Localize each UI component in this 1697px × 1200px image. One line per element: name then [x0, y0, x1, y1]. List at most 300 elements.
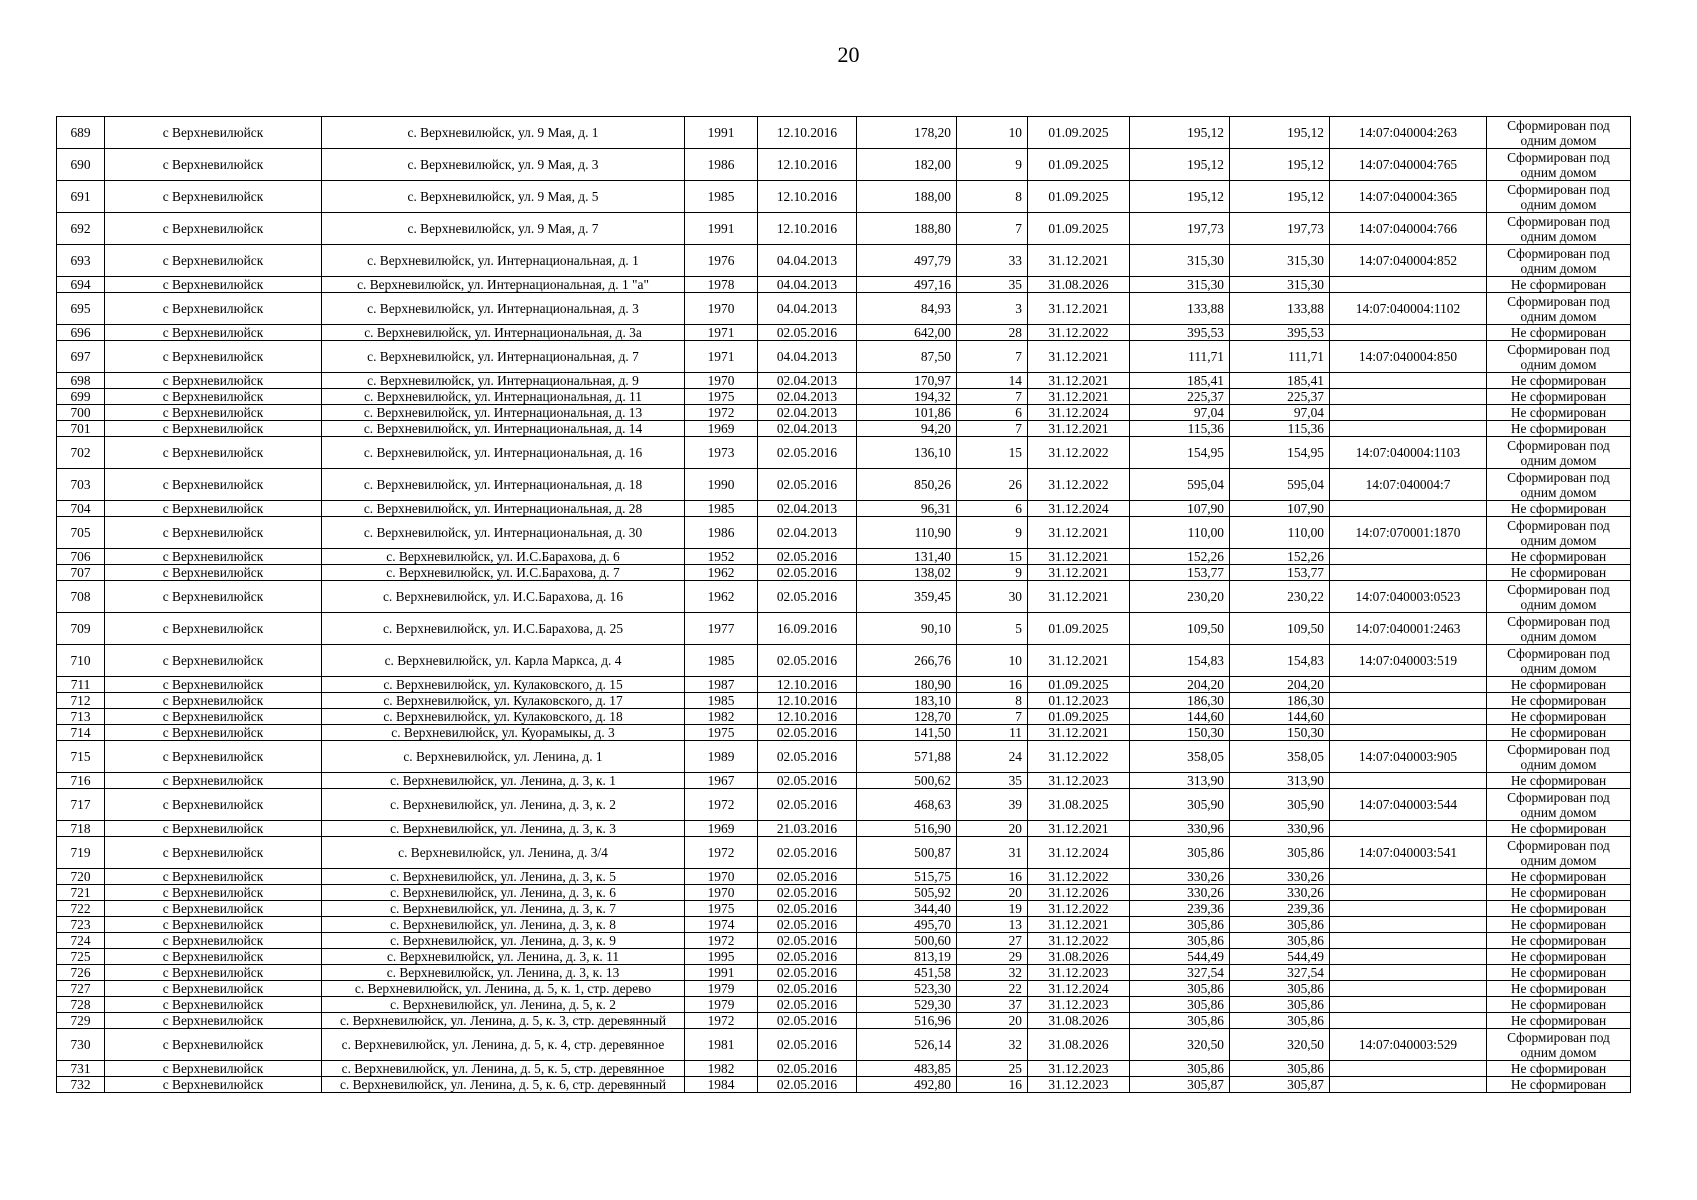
year-built-cell: 1982 [685, 1061, 758, 1077]
row-number-cell: 713 [57, 709, 105, 725]
year-built-cell: 1970 [685, 869, 758, 885]
value-2-cell: 110,00 [1230, 517, 1330, 549]
table-row [57, 645, 1631, 677]
cadastral-number-cell: 14:07:040004:365 [1330, 181, 1487, 213]
locality-cell: с Верхневилюйск [105, 837, 322, 869]
table-row [57, 1029, 1631, 1061]
inclusion-date-cell: 02.05.2016 [758, 917, 857, 933]
row-number-cell: 726 [57, 965, 105, 981]
cadastral-number-cell [1330, 677, 1487, 693]
land-status-cell: Сформирован под одним домом [1487, 741, 1631, 773]
value-2-cell: 305,86 [1230, 1013, 1330, 1029]
year-built-cell: 1973 [685, 437, 758, 469]
value-2-cell: 395,53 [1230, 325, 1330, 341]
land-status-cell: Не сформирован [1487, 997, 1631, 1013]
year-built-cell: 1978 [685, 277, 758, 293]
year-built-cell: 1975 [685, 389, 758, 405]
deadline-cell: 01.09.2025 [1028, 181, 1130, 213]
year-built-cell: 1970 [685, 885, 758, 901]
table-row [57, 213, 1631, 245]
address-cell: с. Верхневилюйск, ул. И.С.Барахова, д. 6 [322, 549, 685, 565]
address-cell: с. Верхневилюйск, ул. Ленина, д. 3, к. 5 [322, 869, 685, 885]
cadastral-number-cell [1330, 869, 1487, 885]
inclusion-date-cell: 21.03.2016 [758, 821, 857, 837]
deadline-cell: 31.08.2026 [1028, 949, 1130, 965]
cadastral-number-cell: 14:07:040004:850 [1330, 341, 1487, 373]
year-built-cell: 1952 [685, 549, 758, 565]
area-cell: 141,50 [857, 725, 957, 741]
value-1-cell: 109,50 [1130, 613, 1230, 645]
table-row [57, 997, 1631, 1013]
locality-cell: с Верхневилюйск [105, 965, 322, 981]
table-row [57, 293, 1631, 325]
address-cell: с. Верхневилюйск, ул. Ленина, д. 3, к. 11 [322, 949, 685, 965]
year-built-cell: 1970 [685, 293, 758, 325]
year-built-cell: 1971 [685, 325, 758, 341]
area-cell: 515,75 [857, 869, 957, 885]
inclusion-date-cell: 02.05.2016 [758, 837, 857, 869]
locality-cell: с Верхневилюйск [105, 1077, 322, 1093]
value-1-cell: 330,26 [1130, 869, 1230, 885]
count-cell: 14 [957, 373, 1028, 389]
value-1-cell: 133,88 [1130, 293, 1230, 325]
year-built-cell: 1972 [685, 405, 758, 421]
deadline-cell: 31.12.2021 [1028, 581, 1130, 613]
area-cell: 451,58 [857, 965, 957, 981]
inclusion-date-cell: 02.05.2016 [758, 789, 857, 821]
cadastral-number-cell [1330, 885, 1487, 901]
table-row [57, 245, 1631, 277]
inclusion-date-cell: 02.05.2016 [758, 565, 857, 581]
year-built-cell: 1991 [685, 965, 758, 981]
locality-cell: с Верхневилюйск [105, 581, 322, 613]
land-status-cell: Сформирован под одним домом [1487, 117, 1631, 149]
address-cell: с. Верхневилюйск, ул. И.С.Барахова, д. 25 [322, 613, 685, 645]
inclusion-date-cell: 02.05.2016 [758, 437, 857, 469]
inclusion-date-cell: 02.04.2013 [758, 517, 857, 549]
value-2-cell: 154,83 [1230, 645, 1330, 677]
inclusion-date-cell: 02.05.2016 [758, 981, 857, 997]
count-cell: 20 [957, 821, 1028, 837]
count-cell: 7 [957, 421, 1028, 437]
year-built-cell: 1982 [685, 709, 758, 725]
cadastral-number-cell [1330, 565, 1487, 581]
table-row [57, 581, 1631, 613]
inclusion-date-cell: 12.10.2016 [758, 677, 857, 693]
cadastral-number-cell [1330, 965, 1487, 981]
count-cell: 16 [957, 677, 1028, 693]
land-status-cell: Не сформирован [1487, 901, 1631, 917]
value-1-cell: 305,86 [1130, 997, 1230, 1013]
value-1-cell: 111,71 [1130, 341, 1230, 373]
year-built-cell: 1987 [685, 677, 758, 693]
deadline-cell: 31.08.2026 [1028, 277, 1130, 293]
locality-cell: с Верхневилюйск [105, 613, 322, 645]
year-built-cell: 1967 [685, 773, 758, 789]
value-1-cell: 239,36 [1130, 901, 1230, 917]
land-status-cell: Не сформирован [1487, 885, 1631, 901]
address-cell: с. Верхневилюйск, ул. 9 Мая, д. 1 [322, 117, 685, 149]
locality-cell: с Верхневилюйск [105, 373, 322, 389]
inclusion-date-cell: 12.10.2016 [758, 117, 857, 149]
cadastral-number-cell: 14:07:040004:765 [1330, 149, 1487, 181]
area-cell: 94,20 [857, 421, 957, 437]
value-1-cell: 154,83 [1130, 645, 1230, 677]
count-cell: 35 [957, 277, 1028, 293]
area-cell: 136,10 [857, 437, 957, 469]
land-status-cell: Не сформирован [1487, 1077, 1631, 1093]
value-1-cell: 595,04 [1130, 469, 1230, 501]
locality-cell: с Верхневилюйск [105, 741, 322, 773]
locality-cell: с Верхневилюйск [105, 693, 322, 709]
table-row [57, 437, 1631, 469]
deadline-cell: 31.12.2022 [1028, 869, 1130, 885]
count-cell: 27 [957, 933, 1028, 949]
locality-cell: с Верхневилюйск [105, 933, 322, 949]
area-cell: 183,10 [857, 693, 957, 709]
cadastral-number-cell: 14:07:040003:519 [1330, 645, 1487, 677]
land-status-cell: Не сформирован [1487, 821, 1631, 837]
locality-cell: с Верхневилюйск [105, 645, 322, 677]
address-cell: с. Верхневилюйск, ул. 9 Мая, д. 7 [322, 213, 685, 245]
count-cell: 6 [957, 405, 1028, 421]
value-2-cell: 107,90 [1230, 501, 1330, 517]
housing-registry-table [56, 116, 1631, 1093]
count-cell: 16 [957, 1077, 1028, 1093]
locality-cell: с Верхневилюйск [105, 677, 322, 693]
locality-cell: с Верхневилюйск [105, 293, 322, 325]
value-2-cell: 152,26 [1230, 549, 1330, 565]
deadline-cell: 31.12.2024 [1028, 501, 1130, 517]
count-cell: 6 [957, 501, 1028, 517]
address-cell: с. Верхневилюйск, ул. Ленина, д. 5, к. 4, стр. деревянное [322, 1029, 685, 1061]
land-status-cell: Сформирован под одним домом [1487, 645, 1631, 677]
count-cell: 7 [957, 213, 1028, 245]
row-number-cell: 708 [57, 581, 105, 613]
area-cell: 483,85 [857, 1061, 957, 1077]
area-cell: 497,79 [857, 245, 957, 277]
value-1-cell: 358,05 [1130, 741, 1230, 773]
value-1-cell: 330,26 [1130, 885, 1230, 901]
land-status-cell: Не сформирован [1487, 677, 1631, 693]
land-status-cell: Не сформирован [1487, 421, 1631, 437]
row-number-cell: 701 [57, 421, 105, 437]
area-cell: 850,26 [857, 469, 957, 501]
deadline-cell: 31.12.2023 [1028, 1061, 1130, 1077]
inclusion-date-cell: 02.05.2016 [758, 1077, 857, 1093]
area-cell: 178,20 [857, 117, 957, 149]
year-built-cell: 1970 [685, 373, 758, 389]
table-row [57, 421, 1631, 437]
row-number-cell: 730 [57, 1029, 105, 1061]
inclusion-date-cell: 02.05.2016 [758, 997, 857, 1013]
table-row [57, 949, 1631, 965]
locality-cell: с Верхневилюйск [105, 245, 322, 277]
value-1-cell: 313,90 [1130, 773, 1230, 789]
table-row [57, 709, 1631, 725]
area-cell: 188,00 [857, 181, 957, 213]
count-cell: 32 [957, 965, 1028, 981]
value-2-cell: 358,05 [1230, 741, 1330, 773]
row-number-cell: 729 [57, 1013, 105, 1029]
value-2-cell: 230,22 [1230, 581, 1330, 613]
address-cell: с. Верхневилюйск, ул. Кулаковского, д. 17 [322, 693, 685, 709]
row-number-cell: 725 [57, 949, 105, 965]
inclusion-date-cell: 12.10.2016 [758, 213, 857, 245]
locality-cell: с Верхневилюйск [105, 789, 322, 821]
inclusion-date-cell: 02.05.2016 [758, 1029, 857, 1061]
cadastral-number-cell [1330, 901, 1487, 917]
year-built-cell: 1986 [685, 149, 758, 181]
land-status-cell: Сформирован под одним домом [1487, 789, 1631, 821]
area-cell: 516,96 [857, 1013, 957, 1029]
address-cell: с. Верхневилюйск, ул. Кулаковского, д. 15 [322, 677, 685, 693]
address-cell: с. Верхневилюйск, ул. Интернациональная, д. 13 [322, 405, 685, 421]
row-number-cell: 716 [57, 773, 105, 789]
deadline-cell: 31.12.2022 [1028, 933, 1130, 949]
cadastral-number-cell [1330, 421, 1487, 437]
table-row [57, 1077, 1631, 1093]
value-2-cell: 305,86 [1230, 1061, 1330, 1077]
locality-cell: с Верхневилюйск [105, 1013, 322, 1029]
value-2-cell: 150,30 [1230, 725, 1330, 741]
locality-cell: с Верхневилюйск [105, 981, 322, 997]
value-1-cell: 225,37 [1130, 389, 1230, 405]
inclusion-date-cell: 04.04.2013 [758, 293, 857, 325]
address-cell: с. Верхневилюйск, ул. Куорамыкы, д. 3 [322, 725, 685, 741]
count-cell: 16 [957, 869, 1028, 885]
year-built-cell: 1962 [685, 581, 758, 613]
row-number-cell: 717 [57, 789, 105, 821]
address-cell: с. Верхневилюйск, ул. Интернациональная, д. 14 [322, 421, 685, 437]
count-cell: 8 [957, 693, 1028, 709]
area-cell: 110,90 [857, 517, 957, 549]
deadline-cell: 31.12.2024 [1028, 981, 1130, 997]
value-1-cell: 305,87 [1130, 1077, 1230, 1093]
value-2-cell: 327,54 [1230, 965, 1330, 981]
row-number-cell: 718 [57, 821, 105, 837]
row-number-cell: 723 [57, 917, 105, 933]
cadastral-number-cell: 14:07:040003:544 [1330, 789, 1487, 821]
year-built-cell: 1977 [685, 613, 758, 645]
year-built-cell: 1979 [685, 981, 758, 997]
count-cell: 15 [957, 549, 1028, 565]
value-1-cell: 305,86 [1130, 1061, 1230, 1077]
land-status-cell: Не сформирован [1487, 981, 1631, 997]
land-status-cell: Сформирован под одним домом [1487, 213, 1631, 245]
deadline-cell: 31.12.2023 [1028, 773, 1130, 789]
locality-cell: с Верхневилюйск [105, 341, 322, 373]
address-cell: с. Верхневилюйск, ул. Интернациональная, д. 30 [322, 517, 685, 549]
deadline-cell: 31.12.2021 [1028, 245, 1130, 277]
value-2-cell: 153,77 [1230, 565, 1330, 581]
address-cell: с. Верхневилюйск, ул. Ленина, д. 3, к. 9 [322, 933, 685, 949]
locality-cell: с Верхневилюйск [105, 517, 322, 549]
table-row [57, 741, 1631, 773]
row-number-cell: 699 [57, 389, 105, 405]
land-status-cell: Сформирован под одним домом [1487, 613, 1631, 645]
row-number-cell: 702 [57, 437, 105, 469]
address-cell: с. Верхневилюйск, ул. И.С.Барахова, д. 16 [322, 581, 685, 613]
value-2-cell: 315,30 [1230, 277, 1330, 293]
count-cell: 15 [957, 437, 1028, 469]
value-2-cell: 195,12 [1230, 149, 1330, 181]
table-row [57, 341, 1631, 373]
land-status-cell: Не сформирован [1487, 565, 1631, 581]
value-1-cell: 305,86 [1130, 917, 1230, 933]
locality-cell: с Верхневилюйск [105, 709, 322, 725]
area-cell: 642,00 [857, 325, 957, 341]
deadline-cell: 31.12.2023 [1028, 997, 1130, 1013]
inclusion-date-cell: 12.10.2016 [758, 181, 857, 213]
count-cell: 29 [957, 949, 1028, 965]
value-2-cell: 313,90 [1230, 773, 1330, 789]
locality-cell: с Верхневилюйск [105, 725, 322, 741]
count-cell: 26 [957, 469, 1028, 501]
locality-cell: с Верхневилюйск [105, 949, 322, 965]
value-2-cell: 97,04 [1230, 405, 1330, 421]
address-cell: с. Верхневилюйск, ул. Ленина, д. 3, к. 6 [322, 885, 685, 901]
inclusion-date-cell: 12.10.2016 [758, 693, 857, 709]
deadline-cell: 31.12.2021 [1028, 821, 1130, 837]
inclusion-date-cell: 16.09.2016 [758, 613, 857, 645]
value-2-cell: 544,49 [1230, 949, 1330, 965]
inclusion-date-cell: 02.05.2016 [758, 1013, 857, 1029]
row-number-cell: 712 [57, 693, 105, 709]
count-cell: 30 [957, 581, 1028, 613]
year-built-cell: 1972 [685, 837, 758, 869]
land-status-cell: Сформирован под одним домом [1487, 149, 1631, 181]
land-status-cell: Не сформирован [1487, 389, 1631, 405]
value-2-cell: 305,86 [1230, 837, 1330, 869]
row-number-cell: 691 [57, 181, 105, 213]
address-cell: с. Верхневилюйск, ул. Ленина, д. 5, к. 2 [322, 997, 685, 1013]
table-row [57, 789, 1631, 821]
cadastral-number-cell: 14:07:040004:263 [1330, 117, 1487, 149]
value-2-cell: 195,12 [1230, 117, 1330, 149]
area-cell: 813,19 [857, 949, 957, 965]
value-1-cell: 154,95 [1130, 437, 1230, 469]
address-cell: с. Верхневилюйск, ул. Карла Маркса, д. 4 [322, 645, 685, 677]
inclusion-date-cell: 12.10.2016 [758, 149, 857, 181]
address-cell: с. Верхневилюйск, ул. Интернациональная, д. 3а [322, 325, 685, 341]
inclusion-date-cell: 02.05.2016 [758, 645, 857, 677]
inclusion-date-cell: 02.05.2016 [758, 949, 857, 965]
inclusion-date-cell: 02.05.2016 [758, 965, 857, 981]
table-row [57, 469, 1631, 501]
row-number-cell: 697 [57, 341, 105, 373]
table-row [57, 613, 1631, 645]
value-2-cell: 305,87 [1230, 1077, 1330, 1093]
land-status-cell: Не сформирован [1487, 1061, 1631, 1077]
land-status-cell: Сформирован под одним домом [1487, 245, 1631, 277]
value-2-cell: 320,50 [1230, 1029, 1330, 1061]
cadastral-number-cell [1330, 325, 1487, 341]
inclusion-date-cell: 02.05.2016 [758, 1061, 857, 1077]
count-cell: 39 [957, 789, 1028, 821]
value-2-cell: 204,20 [1230, 677, 1330, 693]
value-2-cell: 133,88 [1230, 293, 1330, 325]
count-cell: 5 [957, 613, 1028, 645]
row-number-cell: 703 [57, 469, 105, 501]
area-cell: 344,40 [857, 901, 957, 917]
table-row [57, 869, 1631, 885]
count-cell: 25 [957, 1061, 1028, 1077]
year-built-cell: 1991 [685, 213, 758, 245]
cadastral-number-cell [1330, 389, 1487, 405]
inclusion-date-cell: 02.05.2016 [758, 469, 857, 501]
cadastral-number-cell [1330, 373, 1487, 389]
land-status-cell: Не сформирован [1487, 1013, 1631, 1029]
inclusion-date-cell: 02.05.2016 [758, 885, 857, 901]
cadastral-number-cell [1330, 981, 1487, 997]
cadastral-number-cell [1330, 501, 1487, 517]
row-number-cell: 731 [57, 1061, 105, 1077]
deadline-cell: 31.12.2021 [1028, 421, 1130, 437]
inclusion-date-cell: 04.04.2013 [758, 277, 857, 293]
area-cell: 84,93 [857, 293, 957, 325]
value-2-cell: 225,37 [1230, 389, 1330, 405]
address-cell: с. Верхневилюйск, ул. Интернациональная, д. 11 [322, 389, 685, 405]
value-1-cell: 204,20 [1130, 677, 1230, 693]
cadastral-number-cell [1330, 773, 1487, 789]
year-built-cell: 1974 [685, 917, 758, 933]
deadline-cell: 31.12.2021 [1028, 293, 1130, 325]
value-1-cell: 395,53 [1130, 325, 1230, 341]
value-2-cell: 111,71 [1230, 341, 1330, 373]
table-row [57, 773, 1631, 789]
area-cell: 188,80 [857, 213, 957, 245]
count-cell: 7 [957, 389, 1028, 405]
deadline-cell: 01.09.2025 [1028, 677, 1130, 693]
year-built-cell: 1972 [685, 1013, 758, 1029]
cadastral-number-cell: 14:07:040003:905 [1330, 741, 1487, 773]
year-built-cell: 1962 [685, 565, 758, 581]
area-cell: 500,62 [857, 773, 957, 789]
cadastral-number-cell: 14:07:040003:529 [1330, 1029, 1487, 1061]
year-built-cell: 1981 [685, 1029, 758, 1061]
area-cell: 500,87 [857, 837, 957, 869]
area-cell: 495,70 [857, 917, 957, 933]
deadline-cell: 01.09.2025 [1028, 117, 1130, 149]
year-built-cell: 1989 [685, 741, 758, 773]
value-2-cell: 154,95 [1230, 437, 1330, 469]
locality-cell: с Верхневилюйск [105, 549, 322, 565]
address-cell: с. Верхневилюйск, ул. Ленина, д. 3/4 [322, 837, 685, 869]
year-built-cell: 1972 [685, 933, 758, 949]
area-cell: 128,70 [857, 709, 957, 725]
value-1-cell: 195,12 [1130, 117, 1230, 149]
locality-cell: с Верхневилюйск [105, 1061, 322, 1077]
row-number-cell: 721 [57, 885, 105, 901]
deadline-cell: 31.12.2022 [1028, 469, 1130, 501]
count-cell: 37 [957, 997, 1028, 1013]
row-number-cell: 690 [57, 149, 105, 181]
cadastral-number-cell [1330, 709, 1487, 725]
land-status-cell: Не сформирован [1487, 933, 1631, 949]
table-row [57, 325, 1631, 341]
value-2-cell: 186,30 [1230, 693, 1330, 709]
count-cell: 24 [957, 741, 1028, 773]
row-number-cell: 704 [57, 501, 105, 517]
cadastral-number-cell: 14:07:040004:1102 [1330, 293, 1487, 325]
table-row [57, 837, 1631, 869]
locality-cell: с Верхневилюйск [105, 501, 322, 517]
value-2-cell: 195,12 [1230, 181, 1330, 213]
value-1-cell: 544,49 [1130, 949, 1230, 965]
value-2-cell: 185,41 [1230, 373, 1330, 389]
deadline-cell: 31.12.2021 [1028, 549, 1130, 565]
